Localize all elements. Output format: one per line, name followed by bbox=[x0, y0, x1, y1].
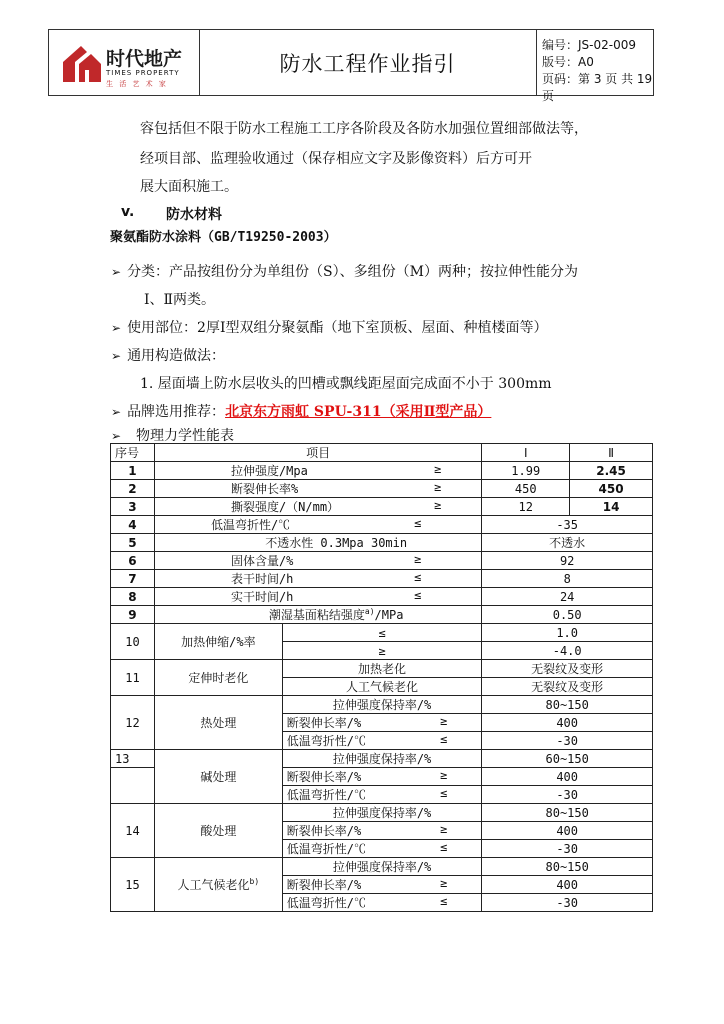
document-meta bbox=[542, 37, 653, 105]
table-cell bbox=[111, 768, 155, 804]
table-cell: -30 bbox=[482, 894, 653, 912]
table-cell: 拉伸强度保持率/% bbox=[282, 858, 482, 876]
table-cell: 4 bbox=[111, 516, 155, 534]
bullet-usage bbox=[111, 317, 548, 337]
cell-item: 低温弯折性/℃ bbox=[210, 518, 291, 532]
cell-sign: ≥ bbox=[440, 876, 448, 890]
table-cell: 不透水性 0.3Mpa 30min bbox=[154, 534, 481, 552]
table-cell: 400 bbox=[482, 876, 653, 894]
table-cell bbox=[282, 894, 482, 912]
cell-sign: ≥ bbox=[440, 714, 448, 728]
table-cell bbox=[282, 840, 482, 858]
table-cell: 15 bbox=[111, 858, 155, 912]
cell-sign: ≥ bbox=[414, 552, 422, 566]
cell-sign: ≥ bbox=[440, 822, 448, 836]
company-logo bbox=[49, 30, 200, 95]
table-cell: 碱处理 bbox=[154, 750, 282, 804]
document-title: 防水工程作业指引 bbox=[199, 30, 537, 95]
cell-item: 潮湿基面粘结强度 bbox=[268, 608, 365, 622]
cell-item: 低温弯折性/℃ bbox=[286, 734, 366, 748]
table-cell bbox=[154, 516, 481, 534]
table-cell bbox=[154, 462, 481, 480]
logo-mark-icon bbox=[61, 44, 103, 84]
table-cell: 80~150 bbox=[482, 858, 653, 876]
arrow-bullet-icon: ➢ bbox=[111, 321, 122, 335]
table-cell: 不透水 bbox=[482, 534, 653, 552]
numbered-item: 1. 屋面墙上防水层收头的凹槽或飘线距屋面完成面不小于 300mm bbox=[140, 376, 552, 392]
table-cell: 5 bbox=[111, 534, 155, 552]
footnote-marker: b) bbox=[249, 877, 260, 886]
header-cell: Ⅰ bbox=[482, 444, 570, 462]
recommended-brand: 北京东方雨虹 SPU-311（采用Ⅱ型产品） bbox=[225, 404, 492, 420]
cell-item: 表干时间/h bbox=[230, 572, 294, 586]
table-cell: 0.50 bbox=[482, 606, 653, 624]
logo-english-name: TIMES PROPERTY bbox=[106, 69, 180, 77]
table-cell: 450 bbox=[482, 480, 570, 498]
table-cell bbox=[154, 480, 481, 498]
table-cell: 3 bbox=[111, 498, 155, 516]
cell-sign: ≥ bbox=[434, 498, 442, 512]
bullet-text: 分类：产品按组份分为单组份（S）、多组份（M）两种；按拉伸性能分为 bbox=[127, 264, 578, 280]
table-row bbox=[111, 552, 653, 570]
table-cell bbox=[282, 822, 482, 840]
bullet-classification bbox=[111, 261, 578, 281]
table-cell: 8 bbox=[482, 570, 653, 588]
table-cell: 400 bbox=[482, 714, 653, 732]
table-row bbox=[111, 480, 653, 498]
table-cell bbox=[154, 570, 481, 588]
cell-sign: ≤ bbox=[440, 840, 448, 854]
cell-item: 低温弯折性/℃ bbox=[286, 896, 366, 910]
table-cell: 热处理 bbox=[154, 696, 282, 750]
table-cell: 1.99 bbox=[482, 462, 570, 480]
arrow-bullet-icon: ➢ bbox=[111, 265, 122, 279]
table-cell bbox=[154, 606, 481, 624]
page-number: 页码：第 3 页 共 19 页 bbox=[542, 72, 653, 103]
logo-chinese-name: 时代地产 bbox=[106, 48, 183, 70]
cell-item: 断裂伸长率/% bbox=[286, 770, 362, 784]
logo-slogan: 生 活 艺 术 家 bbox=[106, 80, 168, 88]
table-cell: 400 bbox=[482, 768, 653, 786]
cell-item: 断裂伸长率/% bbox=[286, 878, 362, 892]
cell-item: 断裂伸长率/% bbox=[286, 824, 362, 838]
doc-version: 版号：A0 bbox=[542, 55, 594, 69]
header-cell: Ⅱ bbox=[570, 444, 653, 462]
table-row bbox=[111, 696, 653, 714]
cell-item: 断裂伸长率% bbox=[230, 482, 299, 496]
table-cell: 12 bbox=[482, 498, 570, 516]
table-cell: 拉伸强度保持率/% bbox=[282, 804, 482, 822]
cell-sign: ≤ bbox=[414, 570, 422, 584]
paragraph-line: 容包括但不限于防水工程施工工序各阶段及各防水加强位置细部做法等， bbox=[140, 121, 588, 137]
table-cell bbox=[154, 552, 481, 570]
table-cell: 拉伸强度保持率/% bbox=[282, 696, 482, 714]
doc-number: 编号：JS-02-009 bbox=[542, 38, 636, 52]
table-cell: -4.0 bbox=[482, 642, 653, 660]
table-cell: ≥ bbox=[282, 642, 482, 660]
table-cell: 450 bbox=[570, 480, 653, 498]
table-cell: 12 bbox=[111, 696, 155, 750]
table-row bbox=[111, 624, 653, 642]
bullet-text: 通用构造做法： bbox=[127, 348, 226, 364]
paragraph-line: 展大面积施工。 bbox=[140, 179, 238, 195]
section-number: v. bbox=[121, 204, 135, 220]
cell-item: 固体含量/% bbox=[230, 554, 294, 568]
table-cell: 1 bbox=[111, 462, 155, 480]
table-cell: 10 bbox=[111, 624, 155, 660]
table-cell: -30 bbox=[482, 732, 653, 750]
table-row bbox=[111, 858, 653, 876]
cell-sign: ≤ bbox=[440, 786, 448, 800]
table-cell: 2 bbox=[111, 480, 155, 498]
table-cell: 14 bbox=[570, 498, 653, 516]
section-title: 防水材料 bbox=[166, 207, 222, 223]
table-cell bbox=[282, 714, 482, 732]
cell-sign: ≤ bbox=[440, 732, 448, 746]
table-cell: 加热伸缩/%率 bbox=[154, 624, 282, 660]
table-cell: 2.45 bbox=[570, 462, 653, 480]
table-row bbox=[111, 516, 653, 534]
table-cell: 拉伸强度保持率/% bbox=[282, 750, 482, 768]
cell-sign: ≤ bbox=[414, 588, 422, 602]
arrow-bullet-icon: ➢ bbox=[111, 429, 122, 443]
cell-item: 人工气候老化 bbox=[177, 878, 250, 892]
cell-item: 撕裂强度/（N/mm） bbox=[230, 500, 340, 514]
table-row bbox=[111, 750, 653, 768]
table-cell bbox=[282, 732, 482, 750]
table-cell: ≤ bbox=[282, 624, 482, 642]
cell-sign: ≥ bbox=[434, 480, 442, 494]
document-header bbox=[48, 29, 654, 103]
footnote-marker: a) bbox=[364, 607, 375, 616]
bullet-brand bbox=[111, 401, 491, 421]
cell-item: 低温弯折性/℃ bbox=[286, 788, 366, 802]
table-cell: 1.0 bbox=[482, 624, 653, 642]
table-cell: 92 bbox=[482, 552, 653, 570]
properties-table bbox=[110, 443, 653, 912]
cell-item: 断裂伸长率/% bbox=[286, 716, 362, 730]
table-cell: 定伸时老化 bbox=[154, 660, 282, 696]
table-cell: 加热老化 bbox=[282, 660, 482, 678]
table-cell: 400 bbox=[482, 822, 653, 840]
table-cell: 9 bbox=[111, 606, 155, 624]
table-cell: -30 bbox=[482, 786, 653, 804]
table-cell: 80~150 bbox=[482, 696, 653, 714]
table-row bbox=[111, 804, 653, 822]
table-row bbox=[111, 660, 653, 678]
arrow-bullet-icon: ➢ bbox=[111, 349, 122, 363]
paragraph-line: 经项目部、监理验收通过（保存相应文字及影像资料）后方可开 bbox=[140, 151, 532, 167]
table-cell: 7 bbox=[111, 570, 155, 588]
cell-sign: ≤ bbox=[414, 516, 422, 530]
table-cell: 60~150 bbox=[482, 750, 653, 768]
table-cell bbox=[154, 498, 481, 516]
table-cell: 人工气候老化 bbox=[282, 678, 482, 696]
table-cell: 无裂纹及变形 bbox=[482, 660, 653, 678]
table-cell: 13 bbox=[111, 750, 155, 768]
table-header-row bbox=[111, 444, 653, 462]
table-cell: -30 bbox=[482, 840, 653, 858]
bullet-text: 物理力学性能表 bbox=[135, 428, 234, 444]
table-row bbox=[111, 606, 653, 624]
bullet-text: 使用部位：2厚Ⅰ型双组分聚氨酯（地下室顶板、屋面、种植楼面等） bbox=[127, 320, 548, 336]
cell-item: 拉伸强度/Mpa bbox=[230, 464, 308, 478]
table-cell bbox=[282, 768, 482, 786]
table-cell: 8 bbox=[111, 588, 155, 606]
bullet-table-title bbox=[111, 425, 234, 445]
table-cell: 11 bbox=[111, 660, 155, 696]
table-cell: 24 bbox=[482, 588, 653, 606]
arrow-bullet-icon: ➢ bbox=[111, 405, 122, 419]
cell-item: 实干时间/h bbox=[230, 590, 294, 604]
table-row bbox=[111, 462, 653, 480]
cell-sign: ≤ bbox=[440, 894, 448, 908]
bullet-text: 品牌选用推荐： bbox=[127, 404, 226, 420]
table-cell: 无裂纹及变形 bbox=[482, 678, 653, 696]
table-cell bbox=[282, 876, 482, 894]
header-cell: 序号 bbox=[111, 444, 155, 462]
table-cell bbox=[154, 858, 282, 912]
table-row bbox=[111, 588, 653, 606]
table-row bbox=[111, 498, 653, 516]
table-cell bbox=[154, 588, 481, 606]
table-row bbox=[111, 570, 653, 588]
bullet-continuation: Ⅰ、Ⅱ两类。 bbox=[144, 292, 216, 308]
bullet-construction bbox=[111, 345, 225, 365]
cell-sign: ≥ bbox=[434, 462, 442, 476]
table-cell: 6 bbox=[111, 552, 155, 570]
table-cell: -35 bbox=[482, 516, 653, 534]
cell-unit: /MPa bbox=[374, 608, 404, 622]
table-cell: 80~150 bbox=[482, 804, 653, 822]
cell-sign: ≥ bbox=[440, 768, 448, 782]
table-cell: 14 bbox=[111, 804, 155, 858]
table-cell bbox=[282, 786, 482, 804]
table-cell: 酸处理 bbox=[154, 804, 282, 858]
header-cell: 项目 bbox=[154, 444, 481, 462]
material-heading: 聚氨酯防水涂料（GB/T19250-2003） bbox=[110, 230, 337, 245]
cell-item: 低温弯折性/℃ bbox=[286, 842, 366, 856]
table-row bbox=[111, 534, 653, 552]
